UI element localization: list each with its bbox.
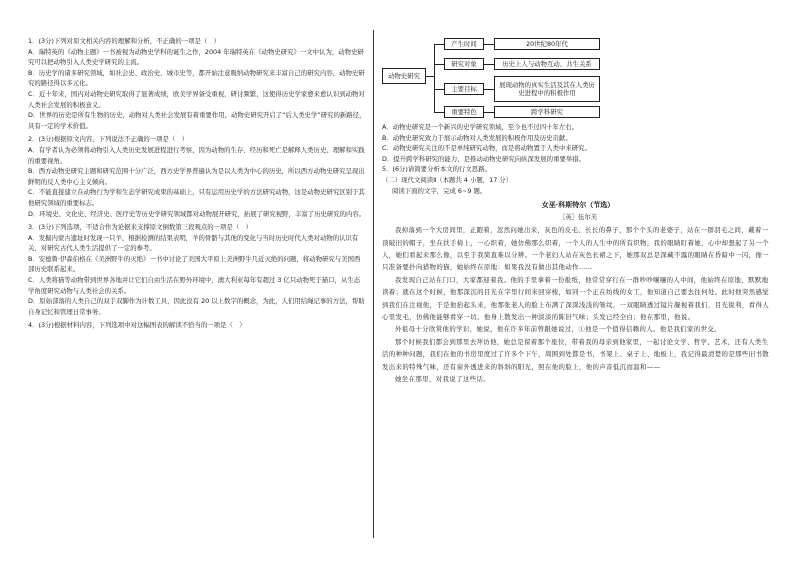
question-1-option-c: C．近十年来，国内对动物史研究取得了显著成绩，欧美学界备受重视，研讨频繁，这使得历史学家愈来愈认识到动物对人类社会发展的积极意义。 [28, 89, 365, 109]
question-4-option-b: B．动物史研究致力于展示动物对人类发展的积极作用及历史贡献。 [382, 133, 572, 142]
diagram-value-box [494, 58, 600, 70]
section-heading: （二）现代文阅读Ⅱ（本题共 4 小题，17 分） [382, 175, 513, 184]
diagram-connector [434, 44, 435, 112]
question-5-stem: 5．(6分)请简要分析本文的行文思路。 [382, 165, 491, 174]
passage-paragraph: 我掉落到一个大房间里，正跑着，忽然问她出来，灰色的皮毛、长长的鼻子，那个个头的老婆子，站在一群羽毛之间，戴着一顶破旧的帽子，坐在扶手椅上，一心织着，她仿佛那么织着，一个人的人生中的所有织物，我的眼睛盯着她，心中却想起了另一个人，她们看起来那么像，以至于我简直难以分辨。一个老妇人站在灰色长裙之下，她那双总是深藏不露的眼睛在昏暗中一闪，像一只准备要扑向猎物的猫，她始终在原地：如果我没有做出其他动作…… [382, 226, 770, 272]
question-3-option-b: B．安德鲁·伊森伯格在《美洲野牛的灭绝》一书中讨论了美国大平原上美洲野牛几近灭绝的问题，将动物研究与美国西部历史联系起来。 [28, 254, 361, 274]
right-column [382, 36, 774, 385]
diagram-connector [434, 44, 444, 45]
question-2-option-c: C．不能直接建立在动物行为学和生态学研究成果的基础上，只有运用历史学的方法研究动物，这是动物史研究区别于其他研究领域的重要标志。 [28, 188, 365, 207]
diagram-label: 产生时间 [451, 40, 477, 48]
diagram-connector [434, 64, 444, 65]
question-1-stem: 1．(3分)下列对原文相关内容的理解和分析，不正确的一项是（ ） [28, 37, 221, 45]
passage-paragraph: 外祖母十分欣赏他的学识，她说，他在许多年前曾跟她说过，①他是一个值得信赖的人。他是我们家的世交。 [395, 325, 721, 334]
diagram-label: 重要特色 [451, 108, 477, 116]
diagram-value: 展现动物的真实生活及其在人类历史进程中的积极作用 [499, 81, 595, 97]
left-column [28, 36, 366, 331]
diagram-label-box [444, 106, 484, 118]
passage-author: ［英］伍尔芙 [558, 213, 598, 222]
concept-diagram [382, 36, 622, 122]
question-1-option-b: B．历史学的诸多研究领域，如社会史、政治史、城市史等，都开始注意吸纳动物研究来丰富自己的研究内容，动物史研究的路径得以多元化。 [28, 68, 365, 88]
reading-instruction: 阅读下面的文字，完成 6~9 题。 [392, 186, 487, 195]
question-2-stem: 2．(3分)根据原文内容，下列说法不正确的一项是（ ） [28, 135, 189, 144]
diagram-center-box [382, 68, 426, 84]
diagram-value: 20世纪80年代 [526, 40, 568, 48]
passage-paragraph: 她坐在那里，对我说了这些话。 [395, 375, 491, 384]
question-2-option-b: B．西方动物史研究主题和研究范围十分广泛，西方史学界普遍认为是以人类为中心的历史，所以西方动物史研究呈现出鲜明的反人类中心主义倾向。 [28, 167, 365, 186]
passage-paragraph: 那个时候我们都会到那里去拜访他，她总是留着那个座位，带着我的母亲到他家里，一起讨论文学、哲学、艺术，还有人类生活的种种问题，我们在他的书房里度过了许多个下午，周围到处都是书，书架上、桌子上、地板上，我记得最清楚的是那些旧书散发出来的特殊气味，还有窗外透进来的斜斜的阳光，照在他的脸上，他的声音低沉而温和—— [382, 337, 770, 371]
diagram-value: 跨学科研究 [531, 108, 563, 116]
diagram-connector [434, 112, 444, 113]
diagram-label-box [444, 83, 484, 95]
passage-paragraph: 我发现自己站在门口，大家都迎着我。他的手里拿着一份报纸，他常常穿行在一群吵吵嚷嚷的人中间，他始终在原地，默默地读着；就在这个时候，他那深沉的目光在字里行间来回穿梭，如同一个正在纺线的女工，他知道自己要去往何处。此时他突然感觉到我们在注视他，于是他抬起头来，他那张老人的脸上布满了深深浅浅的皱纹，一双眼睛透过镜片凝视着我们，目光锐利，看得人心里发毛，仿佛他能够看穿一切。他身上散发出一种淡淡的陈旧气味；头发已经全白；他在那里，他说。 [382, 275, 770, 321]
question-3-stem: 3．(3分)下列选项，不适合作为论据来支撑原文倒数第三段观点的一项是（ ） [28, 223, 253, 232]
diagram-label-box [444, 38, 484, 50]
question-4-option-a: A．动物史研究是一个新兴的史学研究领域，至今也不过四十年左右。 [382, 123, 579, 131]
diagram-value-box [494, 106, 600, 118]
diagram-label: 研究对象 [451, 60, 477, 68]
question-4-option-d: D．提升跨学科研究的能力，是推动动物史研究向纵深发展的重要举措。 [382, 154, 586, 163]
question-4-stem: 4．(3分)根据材料内容，下列选项中对这幅图表的解读不恰当的一项是（ ） [28, 321, 246, 330]
question-3-option-c: C．人类将猫等动物带到世界各地并让它们自由生活在野外环境中，澳大利亚每年有超过 3 亿只动物死于猫口，从生态学角度研究动物与人类社会的关系。 [28, 276, 361, 295]
question-3-option-d: D．原始部落的人类自己的双手双脚作为计数工具，因此没有 20 以上数字的概念，为此，人们用结绳记事的方法，帮助自身记忆和管理日常事务。 [28, 297, 365, 316]
question-3-option-a: A．发掘内蒙古遗址时发现一只羊，根据检测的结果表明，羊的骨骼与其他的变化与当时历史时代人类对动物的认识有关，对研究古代人类生活提供了一定的参考。 [28, 233, 359, 253]
diagram-connector [426, 76, 434, 77]
diagram-value: 历史上人与动物互动、共生关系 [502, 60, 592, 68]
diagram-label: 主要目标 [451, 85, 477, 93]
question-1-option-a: A．瑞特英的《动物主题》一书被视为动物史学科的诞生之作，2004 年瑞特英在《动物史研究》一文中认为，动物史研究可以把动物引入人类史学研究的主流。 [28, 47, 364, 67]
passage-title: 女巫·科斯特尔（节选） [541, 200, 615, 210]
diagram-connector [434, 89, 444, 90]
question-4-option-c: C．动物史研究关注的不是单纯研究动物，而是将动物置于人类中来研究。 [382, 144, 591, 153]
question-2-option-a: A．有学者认为必须将动物引入人类历史发展进程进行考察，因为动物的生存、经历和死亡是解释人类历史、理解和实践的重要视角。 [28, 145, 365, 165]
column-divider [373, 30, 374, 538]
diagram-connector [484, 112, 494, 113]
question-1-option-d: D．世界的历史是所有生物的历史，动物对人类社会发展有着重要作用，动物史研究开启了“后人类史学”研究的新路径，具有一定的学术价值。 [28, 111, 366, 130]
diagram-label-box [444, 58, 484, 70]
question-2-option-d: D．环境史、文化史、经济史、医疗史等历史学研究领域都对动物展开研究，拓展了研究视野，丰富了历史研究的内容。 [28, 209, 366, 218]
diagram-value-box [494, 38, 600, 50]
diagram-connector [484, 89, 494, 90]
diagram-value-box [494, 76, 600, 102]
diagram-center-label: 动物史研究 [388, 72, 420, 80]
diagram-connector [484, 64, 494, 65]
diagram-connector [484, 44, 494, 45]
